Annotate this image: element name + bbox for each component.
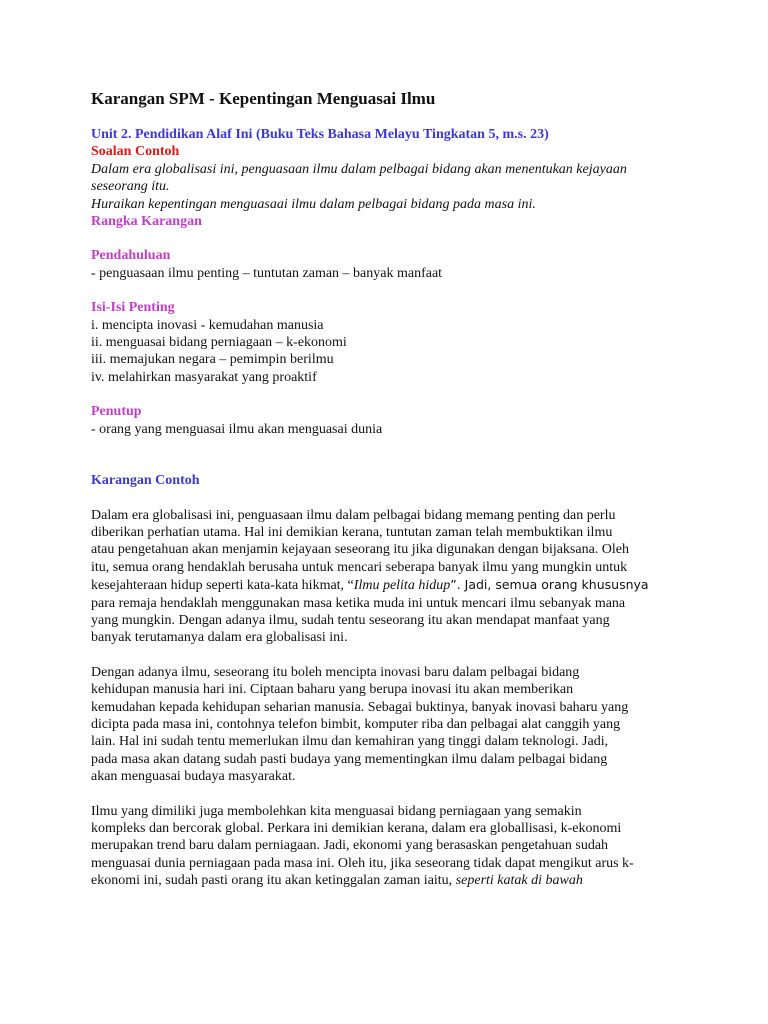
paragraph-line: lain. Hal ini sudah tentu memerlukan ilmu dan kemahiran yang tinggi dalam teknologi. Jadi, bbox=[91, 734, 609, 750]
isi-item: iii. memajukan negara – pemimpin berilmu bbox=[91, 352, 334, 368]
paragraph-line: akan menguasai budaya masyarakat. bbox=[91, 769, 296, 785]
paragraph-line: kompleks dan bercorak global. Perkara ini demikian kerana, dalam era globallisasi, k-ekonomi bbox=[91, 821, 622, 836]
paragraph-line: diberikan perhatian utama. Hal ini demikian kerana, tuntutan zaman telah membuktikan ilmu bbox=[91, 524, 613, 540]
last-line-text: ekonomi ini, sudah pasti orang itu akan ketinggalan zaman iaitu, bbox=[91, 873, 456, 889]
paragraph-1 bbox=[91, 507, 691, 647]
paragraph-line: dicipta pada masa ini, contohnya telefon bimbit, komputer riba dan pelbagai alat canggih yang bbox=[91, 716, 621, 732]
penutup-item: - orang yang menguasai ilmu akan menguasai dunia bbox=[91, 421, 383, 437]
soalan-line: seseorang itu. bbox=[91, 179, 170, 195]
paragraph-line: pada masa akan datang sudah pasti budaya yang mementingkan ilmu dalam pelbagai bidang bbox=[91, 751, 608, 767]
unit-line: Unit 2. Pendidikan Alaf Ini (Buku Teks Bahasa Melayu Tingkatan 5, m.s. 23) bbox=[91, 127, 549, 142]
isi-item: i. mencipta inovasi - kemudahan manusia bbox=[91, 317, 324, 333]
paragraph-line: para remaja hendaklah menggunakan masa ketika muda ini untuk mencari ilmu sebanyak mana bbox=[91, 595, 626, 611]
isi-item: iv. melahirkan masyarakat yang proaktif bbox=[91, 369, 317, 385]
paragraph-line-quote bbox=[91, 576, 691, 594]
paragraph-line: menguasai dunia perniagaan pada masa ini. Oleh itu, jika seseorang tidak dapat mengikut arus k- bbox=[91, 855, 634, 871]
paragraph-line: kehidupan manusia hari ini. Ciptaan baharu yang berupa inovasi itu akan memberikan bbox=[91, 682, 574, 698]
paragraph-line: yang mungkin. Dengan adanya ilmu, sudah tentu seseorang itu akan mendapat manfaat yang bbox=[91, 612, 610, 628]
paragraph-line: atau pengetahuan akan menjamin kejayaan seseorang itu jika digunakan dengan bijaksana. Oleh bbox=[91, 542, 630, 558]
quote-trail-text: ”. Jadi, semua orang khususnya bbox=[450, 577, 649, 593]
paragraph-line: Ilmu yang dimiliki juga membolehkan kita menguasai bidang perniagaan yang semakin bbox=[91, 803, 582, 819]
paragraph-line: kemudahan kepada kehidupan seharian manusia. Sebagai buktinya, banyak inovasi baharu yang bbox=[91, 699, 629, 715]
paragraph-line: banyak terutamanya dalam era globalisasi ini. bbox=[91, 630, 348, 646]
quote-text: Ilmu pelita hidup bbox=[353, 578, 451, 594]
karangan-heading: Karangan Contoh bbox=[91, 473, 200, 489]
paragraph-2 bbox=[91, 664, 691, 786]
paragraph-line-last bbox=[91, 872, 691, 889]
paragraph-line: Dalam era globalisasi ini, penguasaan ilmu dalam pelbagai bidang memang penting dan perlu bbox=[91, 507, 616, 523]
document-title: Karangan SPM - Kepentingan Menguasai Ilmu bbox=[91, 89, 436, 108]
soalan-heading: Soalan Contoh bbox=[91, 144, 180, 160]
rangka-heading: Rangka Karangan bbox=[91, 214, 202, 230]
soalan-line: Dalam era globalisasi ini, penguasaan ilmu dalam pelbagai bidang akan menentukan kejayaan bbox=[91, 161, 627, 177]
paragraph-3 bbox=[91, 803, 691, 890]
quote-lead-text: kesejahteraan hidup seperti kata-kata hikmat, “ bbox=[91, 578, 354, 594]
last-line-italic: seperti katak di bawah bbox=[455, 873, 583, 889]
isi-heading: Isi-Isi Penting bbox=[91, 300, 175, 316]
isi-item: ii. menguasai bidang perniagaan – k-ekonomi bbox=[91, 335, 347, 351]
paragraph-line: itu, semua orang hendaklah berusaha untuk mencari seberapa banyak ilmu yang mungkin untuk bbox=[91, 559, 628, 575]
pendahuluan-item: - penguasaan ilmu penting – tuntutan zaman – banyak manfaat bbox=[91, 265, 443, 281]
paragraph-line: Dengan adanya ilmu, seseorang itu boleh mencipta inovasi baru dalam pelbagai bidang bbox=[91, 664, 580, 680]
paragraph-line: merupakan trend baru dalam perniagaan. Jadi, ekonomi yang berasaskan pengetahuan sudah bbox=[91, 838, 609, 854]
soalan-line: Huraikan kepentingan menguasaai ilmu dalam pelbagai bidang pada masa ini. bbox=[91, 196, 536, 212]
penutup-heading: Penutup bbox=[91, 404, 142, 420]
document-page bbox=[91, 88, 691, 890]
pendahuluan-heading: Pendahuluan bbox=[91, 248, 171, 264]
